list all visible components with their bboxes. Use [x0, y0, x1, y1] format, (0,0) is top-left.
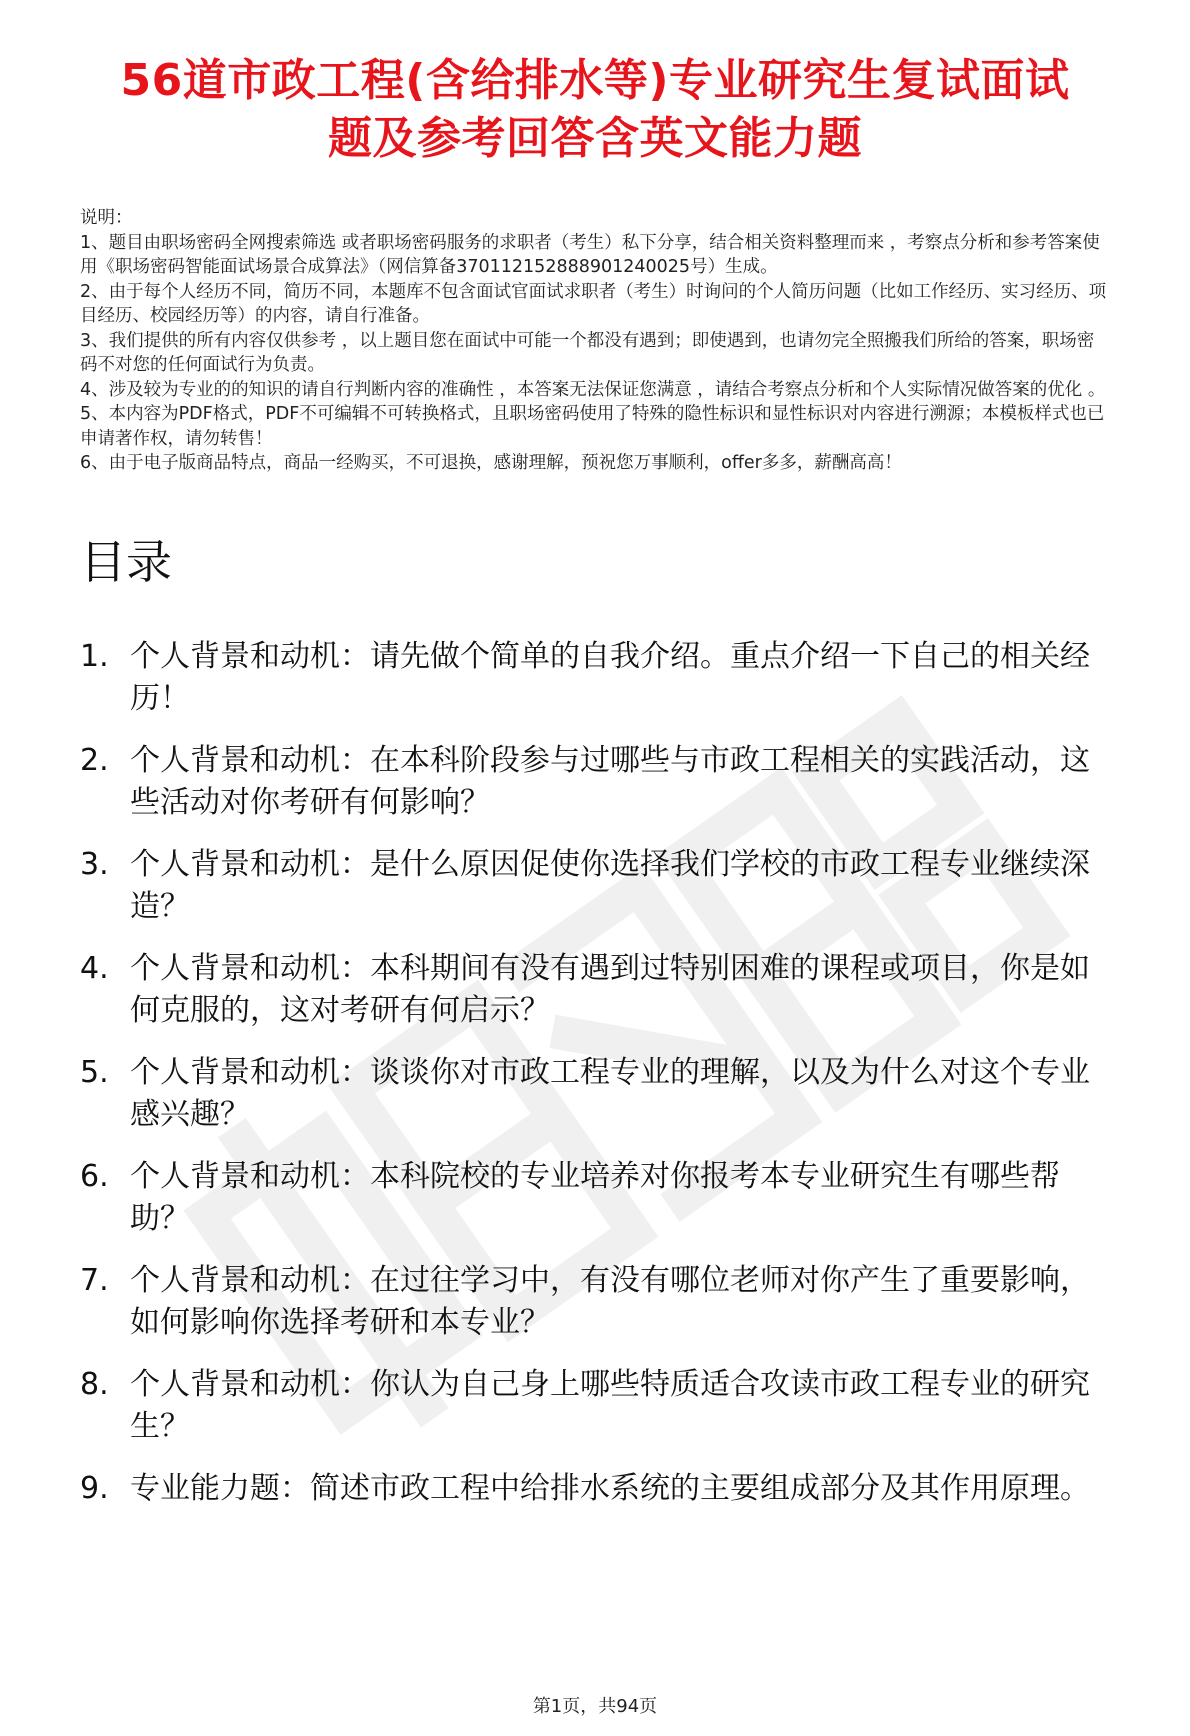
note-item-5: 5、本内容为PDF格式，PDF不可编辑不可转换格式，且职场密码使用了特殊的隐性标识和显性标识对内容进行溯源；本模板样式也已申请著作权，请勿转售！	[80, 404, 1105, 449]
toc-item-6[interactable]	[80, 1156, 1110, 1240]
note-item-6: 6、由于电子版商品特点，商品一经购买，不可退换，感谢理解，预祝您万事顺利，offer多多，薪酬高高！	[80, 453, 902, 473]
toc-item-3[interactable]	[80, 844, 1110, 928]
document-page	[0, 52, 1190, 1510]
toc-item-number: 9.	[80, 1470, 109, 1506]
toc-item-number: 3.	[80, 846, 109, 882]
toc-item-number: 5.	[80, 1054, 109, 1090]
toc-item-number: 6.	[80, 1158, 109, 1194]
toc-item-number: 4.	[80, 950, 109, 986]
toc-item-text: 个人背景和动机：在过往学习中，有没有哪位老师对你产生了重要影响，如何影响你选择考研和本专业？	[130, 1262, 1090, 1340]
note-item-1: 1、题目由职场密码全网搜索筛选 或者职场密码服务的求职者（考生）私下分享，结合相关资料整理而来 ，考察点分析和参考答案使用《职场密码智能面试场景合成算法》（网信算备370112152888901240025号）生成。	[80, 232, 1100, 277]
toc-item-number: 2.	[80, 742, 109, 778]
note-item-2: 2、由于每个人经历不同，简历不同，本题库不包含面试官面试求职者（考生）时询问的个人简历问题（比如工作经历、实习经历、项目经历、校园经历等）的内容，请自行准备。	[80, 281, 1107, 326]
toc-item-number: 8.	[80, 1366, 109, 1402]
toc-item-text: 个人背景和动机：在本科阶段参与过哪些与市政工程相关的实践活动，这些活动对你考研有何影响？	[130, 742, 1090, 820]
toc-item-text: 个人背景和动机：本科期间有没有遇到过特别困难的课程或项目，你是如何克服的，这对考研有何启示？	[130, 950, 1090, 1028]
toc-item-text: 专业能力题：简述市政工程中给排水系统的主要组成部分及其作用原理。	[130, 1470, 1090, 1506]
title-line-2: 题及参考回答含英文能力题	[328, 113, 862, 164]
page-footer: 第1页，共94页	[532, 1696, 658, 1717]
note-item-3: 3、我们提供的所有内容仅供参考 ，以上题目您在面试中可能一个都没有遇到；即使遇到，也请勿完全照搬我们所给的答案，职场密码不对您的任何面试行为负责。	[80, 330, 1095, 375]
toc-item-text: 个人背景和动机：你认为自己身上哪些特质适合攻读市政工程专业的研究生？	[130, 1366, 1090, 1444]
toc-item-7[interactable]	[80, 1260, 1110, 1344]
toc-item-1[interactable]	[80, 636, 1110, 720]
notes-heading: 说明：	[80, 208, 133, 228]
toc-list	[80, 636, 1110, 1510]
title-line-1: 56道市政工程(含给排水等)专业研究生复试面试	[120, 55, 1070, 106]
notes-section	[80, 206, 1110, 476]
note-item-4: 4、涉及较为专业的的知识的请自行判断内容的准确性 ，本答案无法保证您满意 ，请结合考察点分析和个人实际情况做答案的优化 。	[80, 379, 1106, 400]
toc-item-text: 个人背景和动机：本科院校的专业培养对你报考本专业研究生有哪些帮助？	[130, 1158, 1060, 1236]
toc-item-text: 个人背景和动机：是什么原因促使你选择我们学校的市政工程专业继续深造？	[130, 846, 1090, 924]
toc-item-2[interactable]	[80, 740, 1110, 824]
toc-item-text: 个人背景和动机：谈谈你对市政工程专业的理解，以及为什么对这个专业感兴趣？	[130, 1054, 1090, 1132]
toc-item-number: 1.	[80, 638, 109, 674]
toc-item-9[interactable]	[80, 1468, 1110, 1510]
toc-item-number: 7.	[80, 1262, 109, 1298]
document-title	[80, 52, 1110, 168]
toc-item-text: 个人背景和动机：请先做个简单的自我介绍。重点介绍一下自己的相关经历！	[130, 638, 1090, 716]
toc-item-8[interactable]	[80, 1364, 1110, 1448]
toc-heading: 目录	[80, 534, 172, 589]
toc-item-5[interactable]	[80, 1052, 1110, 1136]
toc-item-4[interactable]	[80, 948, 1110, 1032]
